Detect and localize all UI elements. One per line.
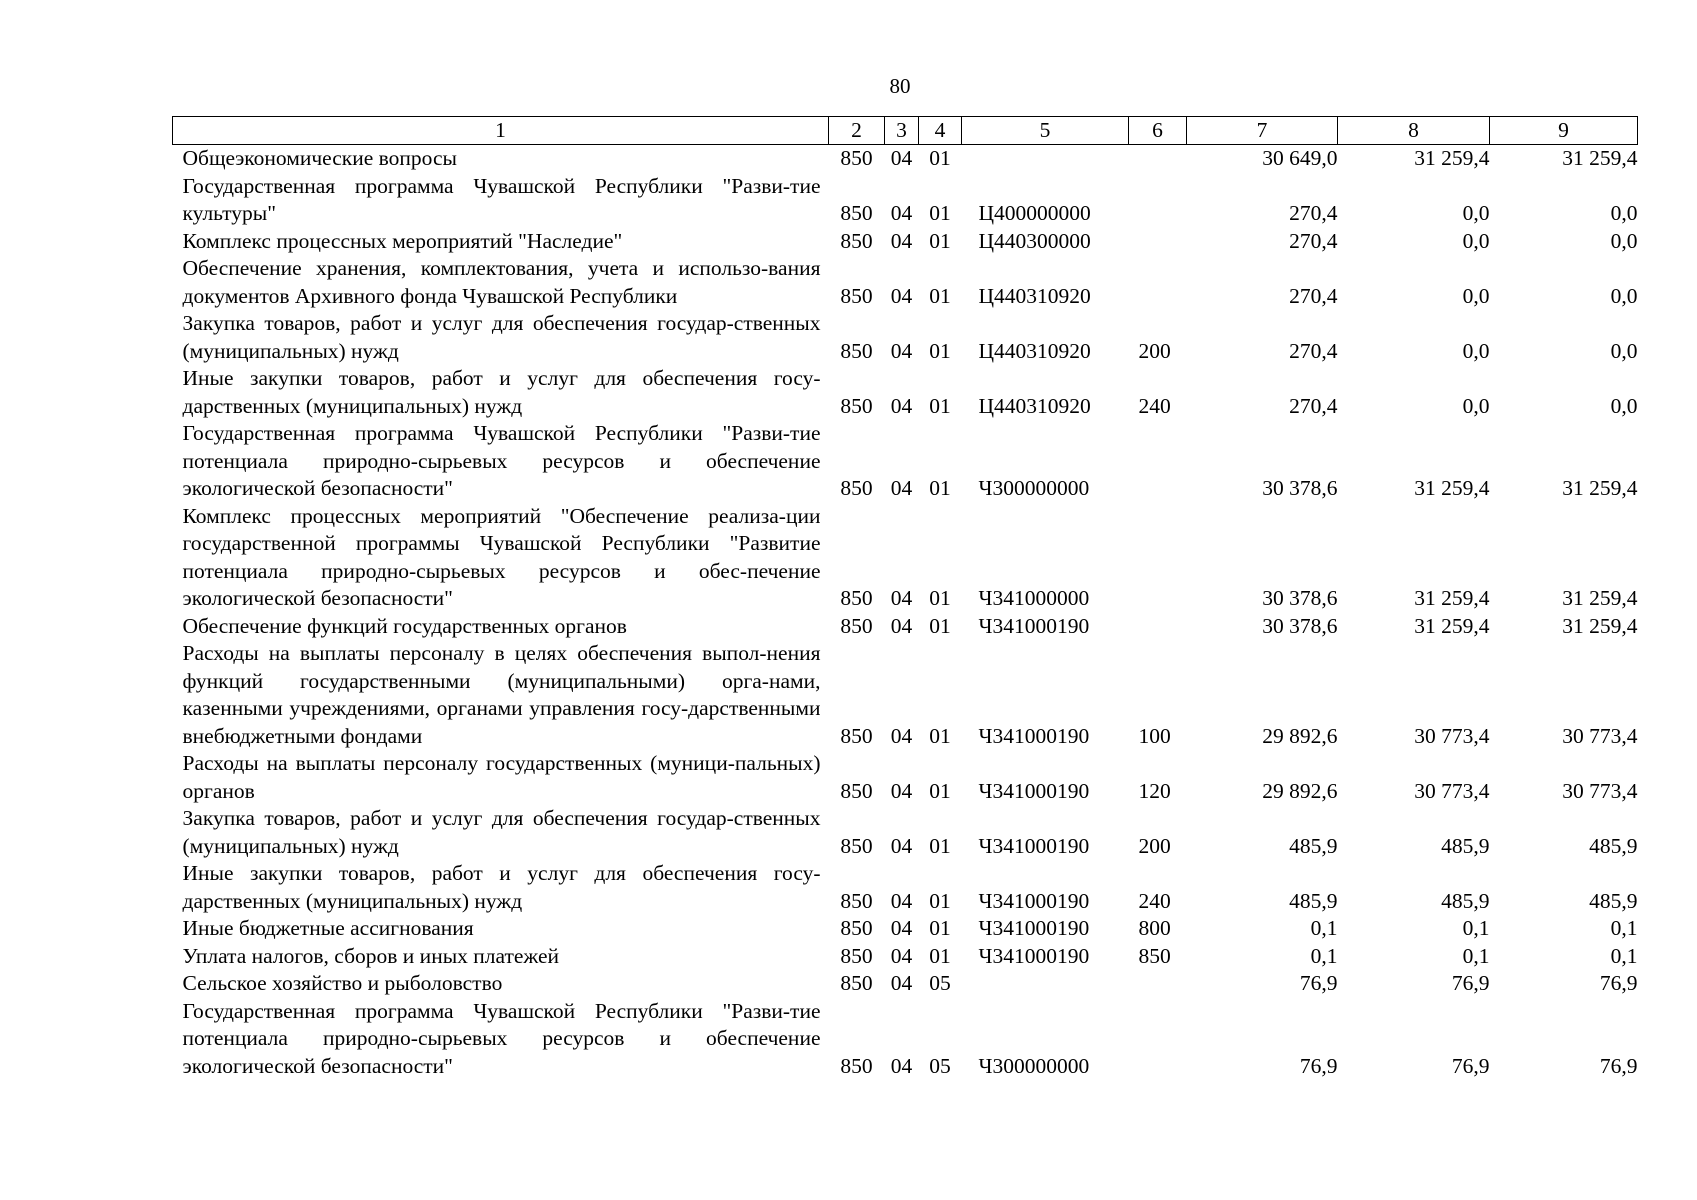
budget-table xyxy=(172,116,1638,1080)
header-col-4: 4 xyxy=(919,117,962,145)
row-expense-type-cell xyxy=(1129,145,1187,173)
row-target-code-cell xyxy=(962,970,1129,998)
row-expense-type-cell: 100 xyxy=(1138,723,1171,748)
table-row xyxy=(173,173,1638,228)
row-amount-col8-cell: 31 259,4 xyxy=(1414,146,1490,170)
row-expense-type-cell xyxy=(1129,998,1187,1081)
table-row xyxy=(173,503,1638,613)
row-amount-col9-cell: 76,9 xyxy=(1599,1053,1638,1078)
row-amount-col9-cell: 0,0 xyxy=(1610,228,1638,253)
row-name-cell: Комплекс процессных мероприятий "Наследие" xyxy=(182,228,623,253)
row-amount-col9-cell: 31 259,4 xyxy=(1562,586,1638,610)
row-amount-col7-cell: 30 378,6 xyxy=(1262,476,1338,500)
row-target-code-cell: Ч341000190 xyxy=(978,723,1090,748)
row-amount-col9-cell: 0,0 xyxy=(1610,283,1638,308)
row-section-cell: 04 xyxy=(890,613,913,638)
row-subsection-cell: 01 xyxy=(929,283,951,308)
row-amount-col7-cell: 485,9 xyxy=(1289,833,1338,858)
row-name-cell: Расходы на выплаты персоналу государственных (муници-пальных) органов xyxy=(182,751,821,803)
table-row xyxy=(173,365,1638,420)
row-section-cell: 04 xyxy=(890,476,913,500)
row-amount-col9-cell: 0,0 xyxy=(1610,338,1638,363)
table-row xyxy=(173,998,1638,1081)
row-expense-type-cell: 120 xyxy=(1138,778,1171,803)
row-amount-col8-cell: 31 259,4 xyxy=(1414,613,1490,638)
table-row xyxy=(173,310,1638,365)
row-amount-col9-cell: 31 259,4 xyxy=(1562,613,1638,638)
row-amount-col7-cell: 270,4 xyxy=(1289,201,1338,225)
row-expense-type-cell xyxy=(1129,613,1187,641)
row-amount-col7-cell: 29 892,6 xyxy=(1262,778,1338,803)
row-name-cell: Государственная программа Чувашской Республики "Разви-тие культуры" xyxy=(182,173,821,225)
row-amount-col9-cell: 485,9 xyxy=(1589,888,1638,913)
table-row xyxy=(173,228,1638,256)
table-row xyxy=(173,970,1638,998)
row-target-code-cell: Ч341000190 xyxy=(978,613,1090,638)
row-expense-type-cell xyxy=(1129,228,1187,256)
row-grbs-cell: 850 xyxy=(840,833,873,858)
table-row xyxy=(173,420,1638,503)
row-amount-col7-cell: 76,9 xyxy=(1299,971,1338,995)
row-amount-col7-cell: 270,4 xyxy=(1289,338,1338,363)
row-target-code-cell: Ч341000190 xyxy=(978,916,1090,940)
row-grbs-cell: 850 xyxy=(840,778,873,803)
row-name-cell: Уплата налогов, сборов и иных платежей xyxy=(182,943,560,968)
row-section-cell: 04 xyxy=(890,833,913,858)
row-grbs-cell: 850 xyxy=(840,201,873,225)
row-subsection-cell: 01 xyxy=(929,916,951,940)
row-amount-col7-cell: 485,9 xyxy=(1289,888,1338,913)
row-subsection-cell: 01 xyxy=(929,393,951,418)
row-subsection-cell: 01 xyxy=(929,723,951,748)
row-amount-col8-cell: 76,9 xyxy=(1451,1053,1490,1078)
table-row xyxy=(173,255,1638,310)
row-expense-type-cell: 240 xyxy=(1138,393,1171,418)
table-row xyxy=(173,750,1638,805)
row-name-cell: Обеспечение функций государственных органов xyxy=(182,613,627,638)
row-grbs-cell: 850 xyxy=(840,393,873,418)
row-amount-col8-cell: 0,0 xyxy=(1462,201,1490,225)
row-expense-type-cell: 850 xyxy=(1138,943,1171,968)
row-amount-col7-cell: 270,4 xyxy=(1289,283,1338,308)
row-expense-type-cell: 200 xyxy=(1138,833,1171,858)
row-target-code-cell: Ц440310920 xyxy=(978,338,1091,363)
table-body xyxy=(173,145,1638,1081)
row-name-cell: Обеспечение хранения, комплектования, учета и использо-вания документов Архивного фонда Чувашской Республики xyxy=(182,256,821,308)
row-expense-type-cell xyxy=(1129,970,1187,998)
row-amount-col7-cell: 30 649,0 xyxy=(1262,146,1338,170)
row-amount-col8-cell: 0,1 xyxy=(1462,916,1490,940)
row-subsection-cell: 01 xyxy=(929,943,951,968)
row-section-cell: 04 xyxy=(890,971,913,995)
row-subsection-cell: 05 xyxy=(929,1053,951,1078)
row-name-cell: Общеэкономические вопросы xyxy=(182,146,457,170)
row-subsection-cell: 01 xyxy=(929,778,951,803)
row-grbs-cell: 850 xyxy=(840,283,873,308)
row-amount-col7-cell: 0,1 xyxy=(1310,916,1338,940)
row-expense-type-cell: 800 xyxy=(1138,916,1171,940)
row-section-cell: 04 xyxy=(890,201,913,225)
row-grbs-cell: 850 xyxy=(840,888,873,913)
table-row xyxy=(173,915,1638,943)
row-grbs-cell: 850 xyxy=(840,723,873,748)
row-amount-col8-cell: 0,0 xyxy=(1462,228,1490,253)
row-subsection-cell: 01 xyxy=(929,338,951,363)
row-name-cell: Комплекс процессных мероприятий "Обеспечение реализа-ции государственной программы Чувашской Республики "Развитие потенциала природно-сырьевых ресурсов и обес-печение экологической безопасности" xyxy=(182,503,821,610)
row-expense-type-cell xyxy=(1129,420,1187,503)
row-amount-col7-cell: 0,1 xyxy=(1310,943,1338,968)
row-name-cell: Государственная программа Чувашской Республики "Разви-тие потенциала природно-сырьевых ресурсов и обеспечение экологической безопасности" xyxy=(182,998,821,1078)
table-row xyxy=(173,145,1638,173)
row-section-cell: 04 xyxy=(890,1053,913,1078)
row-amount-col9-cell: 0,1 xyxy=(1610,916,1638,940)
header-col-5: 5 xyxy=(962,117,1129,145)
row-grbs-cell: 850 xyxy=(840,476,873,500)
row-amount-col7-cell: 29 892,6 xyxy=(1262,723,1338,748)
header-col-1: 1 xyxy=(173,117,829,145)
row-section-cell: 04 xyxy=(890,778,913,803)
row-subsection-cell: 01 xyxy=(929,146,951,170)
table-row xyxy=(173,613,1638,641)
row-amount-col9-cell: 30 773,4 xyxy=(1562,723,1638,748)
row-grbs-cell: 850 xyxy=(840,586,873,610)
row-subsection-cell: 01 xyxy=(929,201,951,225)
row-amount-col8-cell: 0,0 xyxy=(1462,338,1490,363)
row-target-code-cell: Ц440310920 xyxy=(978,393,1091,418)
row-amount-col8-cell: 31 259,4 xyxy=(1414,476,1490,500)
row-name-cell: Сельское хозяйство и рыболовство xyxy=(182,971,503,995)
row-subsection-cell: 01 xyxy=(929,613,951,638)
row-amount-col8-cell: 76,9 xyxy=(1451,971,1490,995)
row-amount-col7-cell: 76,9 xyxy=(1299,1053,1338,1078)
row-name-cell: Иные закупки товаров, работ и услуг для обеспечения госу-дарственных (муниципальных) нужд xyxy=(182,861,821,913)
row-amount-col8-cell: 0,0 xyxy=(1462,393,1490,418)
header-col-9: 9 xyxy=(1490,117,1638,145)
row-section-cell: 04 xyxy=(890,916,913,940)
row-target-code-cell: Ч341000000 xyxy=(978,586,1090,610)
row-amount-col7-cell: 30 378,6 xyxy=(1262,613,1338,638)
row-amount-col7-cell: 270,4 xyxy=(1289,393,1338,418)
table-row xyxy=(173,860,1638,915)
row-target-code-cell: Ч341000190 xyxy=(978,833,1090,858)
header-col-2: 2 xyxy=(829,117,885,145)
row-amount-col9-cell: 31 259,4 xyxy=(1562,146,1638,170)
row-section-cell: 04 xyxy=(890,723,913,748)
row-section-cell: 04 xyxy=(890,228,913,253)
row-subsection-cell: 01 xyxy=(929,888,951,913)
row-section-cell: 04 xyxy=(890,943,913,968)
table-header-row xyxy=(173,117,1638,145)
row-amount-col9-cell: 0,1 xyxy=(1610,943,1638,968)
row-amount-col8-cell: 0,1 xyxy=(1462,943,1490,968)
row-section-cell: 04 xyxy=(890,888,913,913)
row-subsection-cell: 01 xyxy=(929,586,951,610)
row-amount-col8-cell: 0,0 xyxy=(1462,283,1490,308)
table-row xyxy=(173,943,1638,971)
row-target-code-cell: Ц440310920 xyxy=(978,283,1091,308)
row-expense-type-cell: 240 xyxy=(1138,888,1171,913)
row-section-cell: 04 xyxy=(890,586,913,610)
row-amount-col9-cell: 76,9 xyxy=(1599,971,1638,995)
header-col-8: 8 xyxy=(1338,117,1490,145)
table-row xyxy=(173,805,1638,860)
row-subsection-cell: 01 xyxy=(929,228,951,253)
row-expense-type-cell xyxy=(1129,255,1187,310)
row-amount-col9-cell: 485,9 xyxy=(1589,833,1638,858)
row-target-code-cell: Ч300000000 xyxy=(978,1053,1090,1078)
row-section-cell: 04 xyxy=(890,393,913,418)
row-name-cell: Закупка товаров, работ и услуг для обеспечения государ-ственных (муниципальных) нужд xyxy=(182,311,821,363)
row-target-code-cell: Ч300000000 xyxy=(978,476,1090,500)
row-grbs-cell: 850 xyxy=(840,971,873,995)
row-subsection-cell: 01 xyxy=(929,833,951,858)
table-row xyxy=(173,640,1638,750)
row-amount-col7-cell: 270,4 xyxy=(1289,228,1338,253)
row-amount-col9-cell: 0,0 xyxy=(1610,393,1638,418)
row-grbs-cell: 850 xyxy=(840,613,873,638)
row-grbs-cell: 850 xyxy=(840,146,873,170)
row-name-cell: Иные бюджетные ассигнования xyxy=(182,916,474,940)
row-section-cell: 04 xyxy=(890,283,913,308)
row-expense-type-cell xyxy=(1129,503,1187,613)
row-amount-col9-cell: 30 773,4 xyxy=(1562,778,1638,803)
row-name-cell: Государственная программа Чувашской Республики "Разви-тие потенциала природно-сырьевых ресурсов и обеспечение экологической безопасности" xyxy=(182,421,821,500)
row-amount-col8-cell: 30 773,4 xyxy=(1414,723,1490,748)
row-grbs-cell: 850 xyxy=(840,943,873,968)
row-amount-col7-cell: 30 378,6 xyxy=(1262,586,1338,610)
row-amount-col8-cell: 485,9 xyxy=(1441,888,1490,913)
row-amount-col9-cell: 0,0 xyxy=(1610,201,1638,225)
row-name-cell: Иные закупки товаров, работ и услуг для обеспечения госу-дарственных (муниципальных) нужд xyxy=(182,366,821,418)
row-name-cell: Закупка товаров, работ и услуг для обеспечения государ-ственных (муниципальных) нужд xyxy=(182,806,821,858)
row-amount-col9-cell: 31 259,4 xyxy=(1562,476,1638,500)
row-section-cell: 04 xyxy=(890,146,913,170)
row-grbs-cell: 850 xyxy=(840,338,873,363)
header-col-3: 3 xyxy=(885,117,919,145)
row-target-code-cell xyxy=(962,145,1129,173)
row-grbs-cell: 850 xyxy=(840,228,873,253)
row-target-code-cell: Ч341000190 xyxy=(978,943,1090,968)
row-amount-col8-cell: 485,9 xyxy=(1441,833,1490,858)
row-amount-col8-cell: 31 259,4 xyxy=(1414,586,1490,610)
row-grbs-cell: 850 xyxy=(840,916,873,940)
row-expense-type-cell: 200 xyxy=(1138,338,1171,363)
row-subsection-cell: 01 xyxy=(929,476,951,500)
header-col-6: 6 xyxy=(1129,117,1187,145)
row-name-cell: Расходы на выплаты персоналу в целях обеспечения выпол-нения функций государственными (муниципальными) орга-нами, казенными учреждениями, органами управления госу-дарственными внебюджетными фондами xyxy=(182,641,821,748)
row-target-code-cell: Ц440300000 xyxy=(978,228,1091,253)
page-number: 80 xyxy=(889,74,911,98)
row-expense-type-cell xyxy=(1129,173,1187,228)
row-subsection-cell: 05 xyxy=(929,971,951,995)
header-col-7: 7 xyxy=(1187,117,1338,145)
row-target-code-cell: Ч341000190 xyxy=(978,888,1090,913)
row-target-code-cell: Ц400000000 xyxy=(978,201,1091,225)
row-target-code-cell: Ч341000190 xyxy=(978,778,1090,803)
row-amount-col8-cell: 30 773,4 xyxy=(1414,778,1490,803)
row-section-cell: 04 xyxy=(890,338,913,363)
row-grbs-cell: 850 xyxy=(840,1053,873,1078)
